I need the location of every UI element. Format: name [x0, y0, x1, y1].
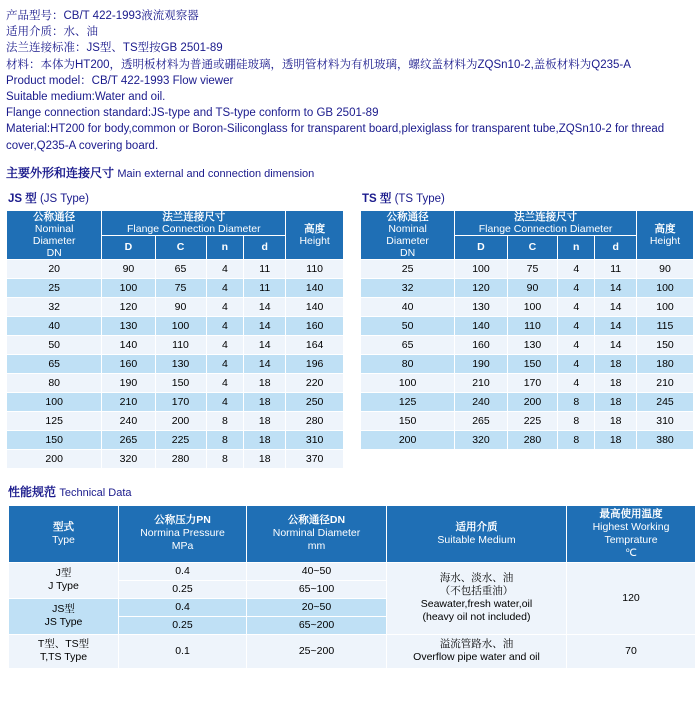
table-cell: 196: [286, 354, 344, 373]
tech-type-cell: J型 J Type: [9, 562, 119, 598]
table-cell: 14: [244, 354, 286, 373]
table-cell: 4: [206, 259, 244, 278]
table-row: [360, 411, 693, 430]
table-row: [360, 430, 693, 449]
ts-col-dn-en1: Nominal: [388, 222, 427, 235]
table-cell: 120: [455, 278, 508, 297]
table-cell: 4: [558, 297, 595, 316]
tech-pn-cell: 0.4: [119, 598, 247, 616]
table-cell: 160: [102, 354, 155, 373]
tech-header-pn-cn: 公称压力PN: [154, 514, 211, 527]
tech-temp-cell: 120: [567, 562, 696, 634]
table-cell: 50: [360, 316, 454, 335]
tech-header-medium-en: Suitable Medium: [437, 533, 516, 546]
tech-temp-cell: 70: [567, 634, 696, 668]
table-cell: 100: [7, 392, 102, 411]
tech-header-temp-en: Highest Working: [592, 520, 670, 533]
table-cell: 265: [102, 430, 155, 449]
table-cell: 4: [558, 373, 595, 392]
dimension-tables: [6, 181, 694, 469]
tech-header-dn-cn: 公称通径DN: [287, 514, 346, 527]
table-cell: 18: [244, 411, 286, 430]
js-col-dn-en2: Diameter: [32, 234, 76, 247]
tech-medium-cell: 溢流管路水、油 Overflow pipe water and oil: [387, 634, 567, 668]
table-cell: 4: [558, 354, 595, 373]
js-group-header-en: Flange Connection Diameter: [126, 222, 261, 235]
table-cell: 90: [155, 297, 206, 316]
table-cell: 75: [507, 259, 557, 278]
table-cell: 8: [206, 430, 244, 449]
table-cell: 130: [155, 354, 206, 373]
tech-dn-cell: 40~50: [247, 562, 387, 580]
js-heading-en: (JS Type): [39, 192, 89, 205]
spec-line: 法兰连接标准：JS型、TS型按GB 2501-89: [6, 42, 223, 55]
table-cell: 4: [206, 392, 244, 411]
table-cell: 8: [558, 430, 595, 449]
table-cell: 100: [155, 316, 206, 335]
tech-dn-cell: 25~200: [247, 634, 387, 668]
table-cell: 50: [7, 335, 102, 354]
spec-line: Suitable medium:Water and oil.: [6, 91, 166, 104]
main-dimension-title-en: Main external and connection dimension: [117, 167, 315, 180]
table-cell: 200: [360, 430, 454, 449]
table-cell: 14: [595, 335, 637, 354]
table-cell: 11: [244, 278, 286, 297]
tech-medium-cell: 海水、淡水、油 （不包括重油） Seawater,fresh water,oil (heavy oil not included): [387, 562, 567, 634]
table-cell: 180: [637, 354, 694, 373]
table-cell: 110: [286, 259, 344, 278]
ts-group-header-en: Flange Connection Diameter: [478, 222, 613, 235]
table-cell: 32: [7, 297, 102, 316]
specification-block: [6, 8, 694, 154]
table-cell: 100: [637, 278, 694, 297]
table-cell: 240: [102, 411, 155, 430]
table-cell: 225: [507, 411, 557, 430]
ts-table-body: [360, 259, 693, 449]
table-cell: 20: [7, 259, 102, 278]
table-cell: 18: [244, 430, 286, 449]
table-cell: 110: [507, 316, 557, 335]
table-header-row: [7, 210, 344, 235]
table-cell: 310: [637, 411, 694, 430]
table-cell: 150: [360, 411, 454, 430]
table-cell: 14: [244, 335, 286, 354]
table-cell: 310: [286, 430, 344, 449]
table-cell: 18: [244, 449, 286, 468]
table-header-row: [360, 210, 693, 235]
table-row: [360, 392, 693, 411]
ts-sub-n: n: [558, 235, 595, 259]
js-heading-cn: JS 型: [8, 192, 37, 205]
table-cell: 170: [155, 392, 206, 411]
table-row: [360, 316, 693, 335]
table-cell: 200: [507, 392, 557, 411]
table-cell: 150: [7, 430, 102, 449]
js-col-height-en: Height: [299, 234, 330, 247]
table-cell: 130: [102, 316, 155, 335]
table-cell: 75: [155, 278, 206, 297]
ts-heading-cn: TS 型: [361, 192, 392, 205]
table-cell: 80: [360, 354, 454, 373]
table-cell: 225: [155, 430, 206, 449]
table-cell: 25: [360, 259, 454, 278]
js-col-dn-en1: Nominal: [34, 222, 74, 235]
table-cell: 4: [206, 335, 244, 354]
tech-header-dn-en: Norminal Diameter: [272, 527, 361, 540]
tech-header-type-en: Type: [52, 533, 75, 546]
table-cell: 140: [455, 316, 508, 335]
table-cell: 200: [7, 449, 102, 468]
js-sub-d2: d: [244, 235, 286, 259]
table-cell: 4: [558, 259, 595, 278]
js-dimension-table: [6, 210, 344, 469]
table-cell: 320: [455, 430, 508, 449]
table-cell: 11: [244, 259, 286, 278]
spec-line: 适用介质：水、油: [6, 26, 98, 39]
table-cell: 220: [286, 373, 344, 392]
table-cell: 4: [206, 297, 244, 316]
js-sub-d: D: [102, 235, 155, 259]
table-cell: 210: [455, 373, 508, 392]
table-cell: 100: [507, 297, 557, 316]
table-cell: 190: [102, 373, 155, 392]
tech-header-type-cn: 型式: [53, 520, 74, 533]
table-row: [7, 354, 344, 373]
table-cell: 150: [155, 373, 206, 392]
table-cell: 240: [455, 392, 508, 411]
table-cell: 18: [595, 430, 637, 449]
table-cell: 8: [558, 411, 595, 430]
table-cell: 110: [155, 335, 206, 354]
table-row: [7, 316, 344, 335]
table-cell: 65: [155, 259, 206, 278]
ts-col-dn-en2: Diameter: [386, 234, 429, 247]
spec-line: 材料：本体为HT200，透明板材料为普通或硼硅玻璃，透明管材料为有机玻璃，螺纹盖材料为ZQSn10-2,盖板材料为Q235-A: [6, 58, 631, 71]
table-cell: 14: [244, 316, 286, 335]
tech-dn-cell: 65~100: [247, 580, 387, 598]
spec-line: Flange connection standard:JS-type and TS-type conform to GB 2501-89: [6, 107, 379, 120]
table-row: [7, 392, 344, 411]
ts-col-dn-en3: DN: [400, 246, 416, 259]
table-row: [360, 373, 693, 392]
tech-header-temp-cn: 最高使用温度: [599, 507, 663, 520]
js-table-heading: [8, 190, 344, 206]
table-cell: 160: [455, 335, 508, 354]
table-row: [360, 354, 693, 373]
ts-col-height-cn: 高度: [654, 222, 676, 235]
table-cell: 130: [507, 335, 557, 354]
table-row: [360, 297, 693, 316]
table-cell: 4: [558, 335, 595, 354]
table-cell: 200: [155, 411, 206, 430]
tech-table-body: [9, 562, 696, 668]
table-cell: 4: [206, 278, 244, 297]
table-cell: 170: [507, 373, 557, 392]
ts-sub-c: C: [507, 235, 557, 259]
ts-sub-d: D: [455, 235, 508, 259]
table-cell: 265: [455, 411, 508, 430]
table-cell: 90: [507, 278, 557, 297]
table-cell: 115: [637, 316, 694, 335]
table-cell: 280: [286, 411, 344, 430]
tech-header-pn-unit: MPa: [171, 540, 194, 553]
table-cell: 140: [286, 297, 344, 316]
tech-dn-cell: 65~200: [247, 616, 387, 634]
js-col-dn-header: [7, 210, 102, 259]
main-dimension-title: [6, 164, 694, 181]
table-cell: 100: [102, 278, 155, 297]
spec-line: 产品型号：CB/T 422-1993液流观察器: [6, 10, 199, 22]
table-cell: 8: [206, 449, 244, 468]
table-cell: 90: [637, 259, 694, 278]
table-cell: 100: [360, 373, 454, 392]
table-cell: 130: [455, 297, 508, 316]
table-cell: 14: [595, 297, 637, 316]
ts-col-dn-header: [360, 210, 454, 259]
table-cell: 18: [244, 392, 286, 411]
table-row: [7, 449, 344, 468]
table-cell: 280: [507, 430, 557, 449]
tech-header-temp: [567, 505, 696, 562]
table-cell: 210: [637, 373, 694, 392]
js-sub-n: n: [206, 235, 244, 259]
table-cell: 14: [595, 316, 637, 335]
table-cell: 40: [7, 316, 102, 335]
table-cell: 150: [507, 354, 557, 373]
js-col-dn-en3: DN: [46, 246, 62, 259]
technical-data-title: [8, 483, 694, 500]
table-row: [7, 411, 344, 430]
table-row: [7, 335, 344, 354]
table-cell: 190: [455, 354, 508, 373]
table-cell: 280: [155, 449, 206, 468]
table-cell: 140: [102, 335, 155, 354]
table-cell: 125: [7, 411, 102, 430]
table-cell: 18: [595, 411, 637, 430]
ts-heading-en: (TS Type): [394, 192, 445, 205]
table-cell: 100: [455, 259, 508, 278]
tech-header-pn-en: Normina Pressure: [140, 527, 225, 540]
tech-header-temp-unit: ℃: [625, 546, 637, 559]
tech-pn-cell: 0.4: [119, 562, 247, 580]
js-group-header: [102, 210, 286, 235]
technical-data-table: [8, 505, 696, 669]
tech-pn-cell: 0.1: [119, 634, 247, 668]
tech-type-cell: T型、TS型 T,TS Type: [9, 634, 119, 668]
table-row: [7, 430, 344, 449]
table-cell: 100: [637, 297, 694, 316]
table-cell: 90: [102, 259, 155, 278]
table-cell: 65: [360, 335, 454, 354]
table-row: [360, 278, 693, 297]
table-header-row: [9, 505, 696, 562]
ts-col-dn-cn: 公称通径: [386, 210, 429, 223]
tech-header-dn: [247, 505, 387, 562]
table-cell: 245: [637, 392, 694, 411]
table-cell: 11: [595, 259, 637, 278]
spec-line: Product model：CB/T 422-1993 Flow viewer: [6, 74, 234, 87]
table-cell: 18: [595, 392, 637, 411]
table-cell: 140: [286, 278, 344, 297]
js-col-height-header: [286, 210, 344, 259]
ts-group-header: [455, 210, 637, 235]
table-row: [7, 278, 344, 297]
ts-sub-d2: d: [595, 235, 637, 259]
tech-header-pn: [119, 505, 247, 562]
tech-pn-cell: 0.25: [119, 580, 247, 598]
main-dimension-title-cn: 主要外形和连接尺寸: [6, 165, 115, 180]
js-col-height-cn: 高度: [304, 222, 326, 235]
table-row: [7, 373, 344, 392]
table-cell: 8: [558, 392, 595, 411]
ts-group-header-cn: 法兰连接尺寸: [514, 210, 578, 223]
table-cell: 25: [7, 278, 102, 297]
table-cell: 18: [244, 373, 286, 392]
table-cell: 8: [206, 411, 244, 430]
table-row: [7, 259, 344, 278]
spec-line: Material:HT200 for body,common or Boron-Siliconglass for transparent board,plexiglass for transparent tube,ZQSn10-2 for thread cover,Q235-A covering board.: [6, 123, 665, 152]
tech-header-medium-cn: 适用介质: [455, 520, 498, 533]
ts-dimension-table: [360, 210, 694, 450]
table-cell: 18: [595, 373, 637, 392]
technical-data-title-cn: 性能规范: [8, 484, 57, 499]
ts-col-height-header: [637, 210, 694, 259]
tech-pn-cell: 0.25: [119, 616, 247, 634]
table-row: [9, 562, 696, 580]
technical-data-title-en: Technical Data: [59, 486, 132, 499]
table-cell: 4: [206, 354, 244, 373]
table-cell: 14: [595, 278, 637, 297]
js-table-body: [7, 259, 344, 468]
ts-table-block: [360, 181, 694, 450]
table-cell: 4: [206, 373, 244, 392]
js-sub-c: C: [155, 235, 206, 259]
table-cell: 380: [637, 430, 694, 449]
table-cell: 18: [595, 354, 637, 373]
table-cell: 320: [102, 449, 155, 468]
table-cell: 14: [244, 297, 286, 316]
table-cell: 210: [102, 392, 155, 411]
table-row: [7, 297, 344, 316]
tech-type-cell: JS型 JS Type: [9, 598, 119, 634]
table-cell: 40: [360, 297, 454, 316]
table-row: [360, 335, 693, 354]
table-cell: 150: [637, 335, 694, 354]
table-cell: 370: [286, 449, 344, 468]
js-group-header-cn: 法兰连接尺寸: [162, 210, 226, 223]
js-col-dn-cn: 公称通径: [33, 210, 76, 223]
table-cell: 125: [360, 392, 454, 411]
table-cell: 65: [7, 354, 102, 373]
table-cell: 160: [286, 316, 344, 335]
table-cell: 80: [7, 373, 102, 392]
tech-header-type: [9, 505, 119, 562]
tech-dn-cell: 20~50: [247, 598, 387, 616]
table-cell: 164: [286, 335, 344, 354]
table-row: [360, 259, 693, 278]
tech-header-dn-unit: mm: [307, 540, 326, 553]
tech-header-medium: [387, 505, 567, 562]
table-row: [9, 634, 696, 668]
table-cell: 250: [286, 392, 344, 411]
table-cell: 4: [206, 316, 244, 335]
table-cell: 32: [360, 278, 454, 297]
table-cell: 120: [102, 297, 155, 316]
js-table-block: [6, 181, 344, 469]
tech-header-temp-en2: Temprature: [604, 533, 658, 546]
ts-table-heading: [362, 190, 694, 206]
table-cell: 4: [558, 278, 595, 297]
table-cell: 4: [558, 316, 595, 335]
ts-col-height-en: Height: [649, 234, 681, 247]
